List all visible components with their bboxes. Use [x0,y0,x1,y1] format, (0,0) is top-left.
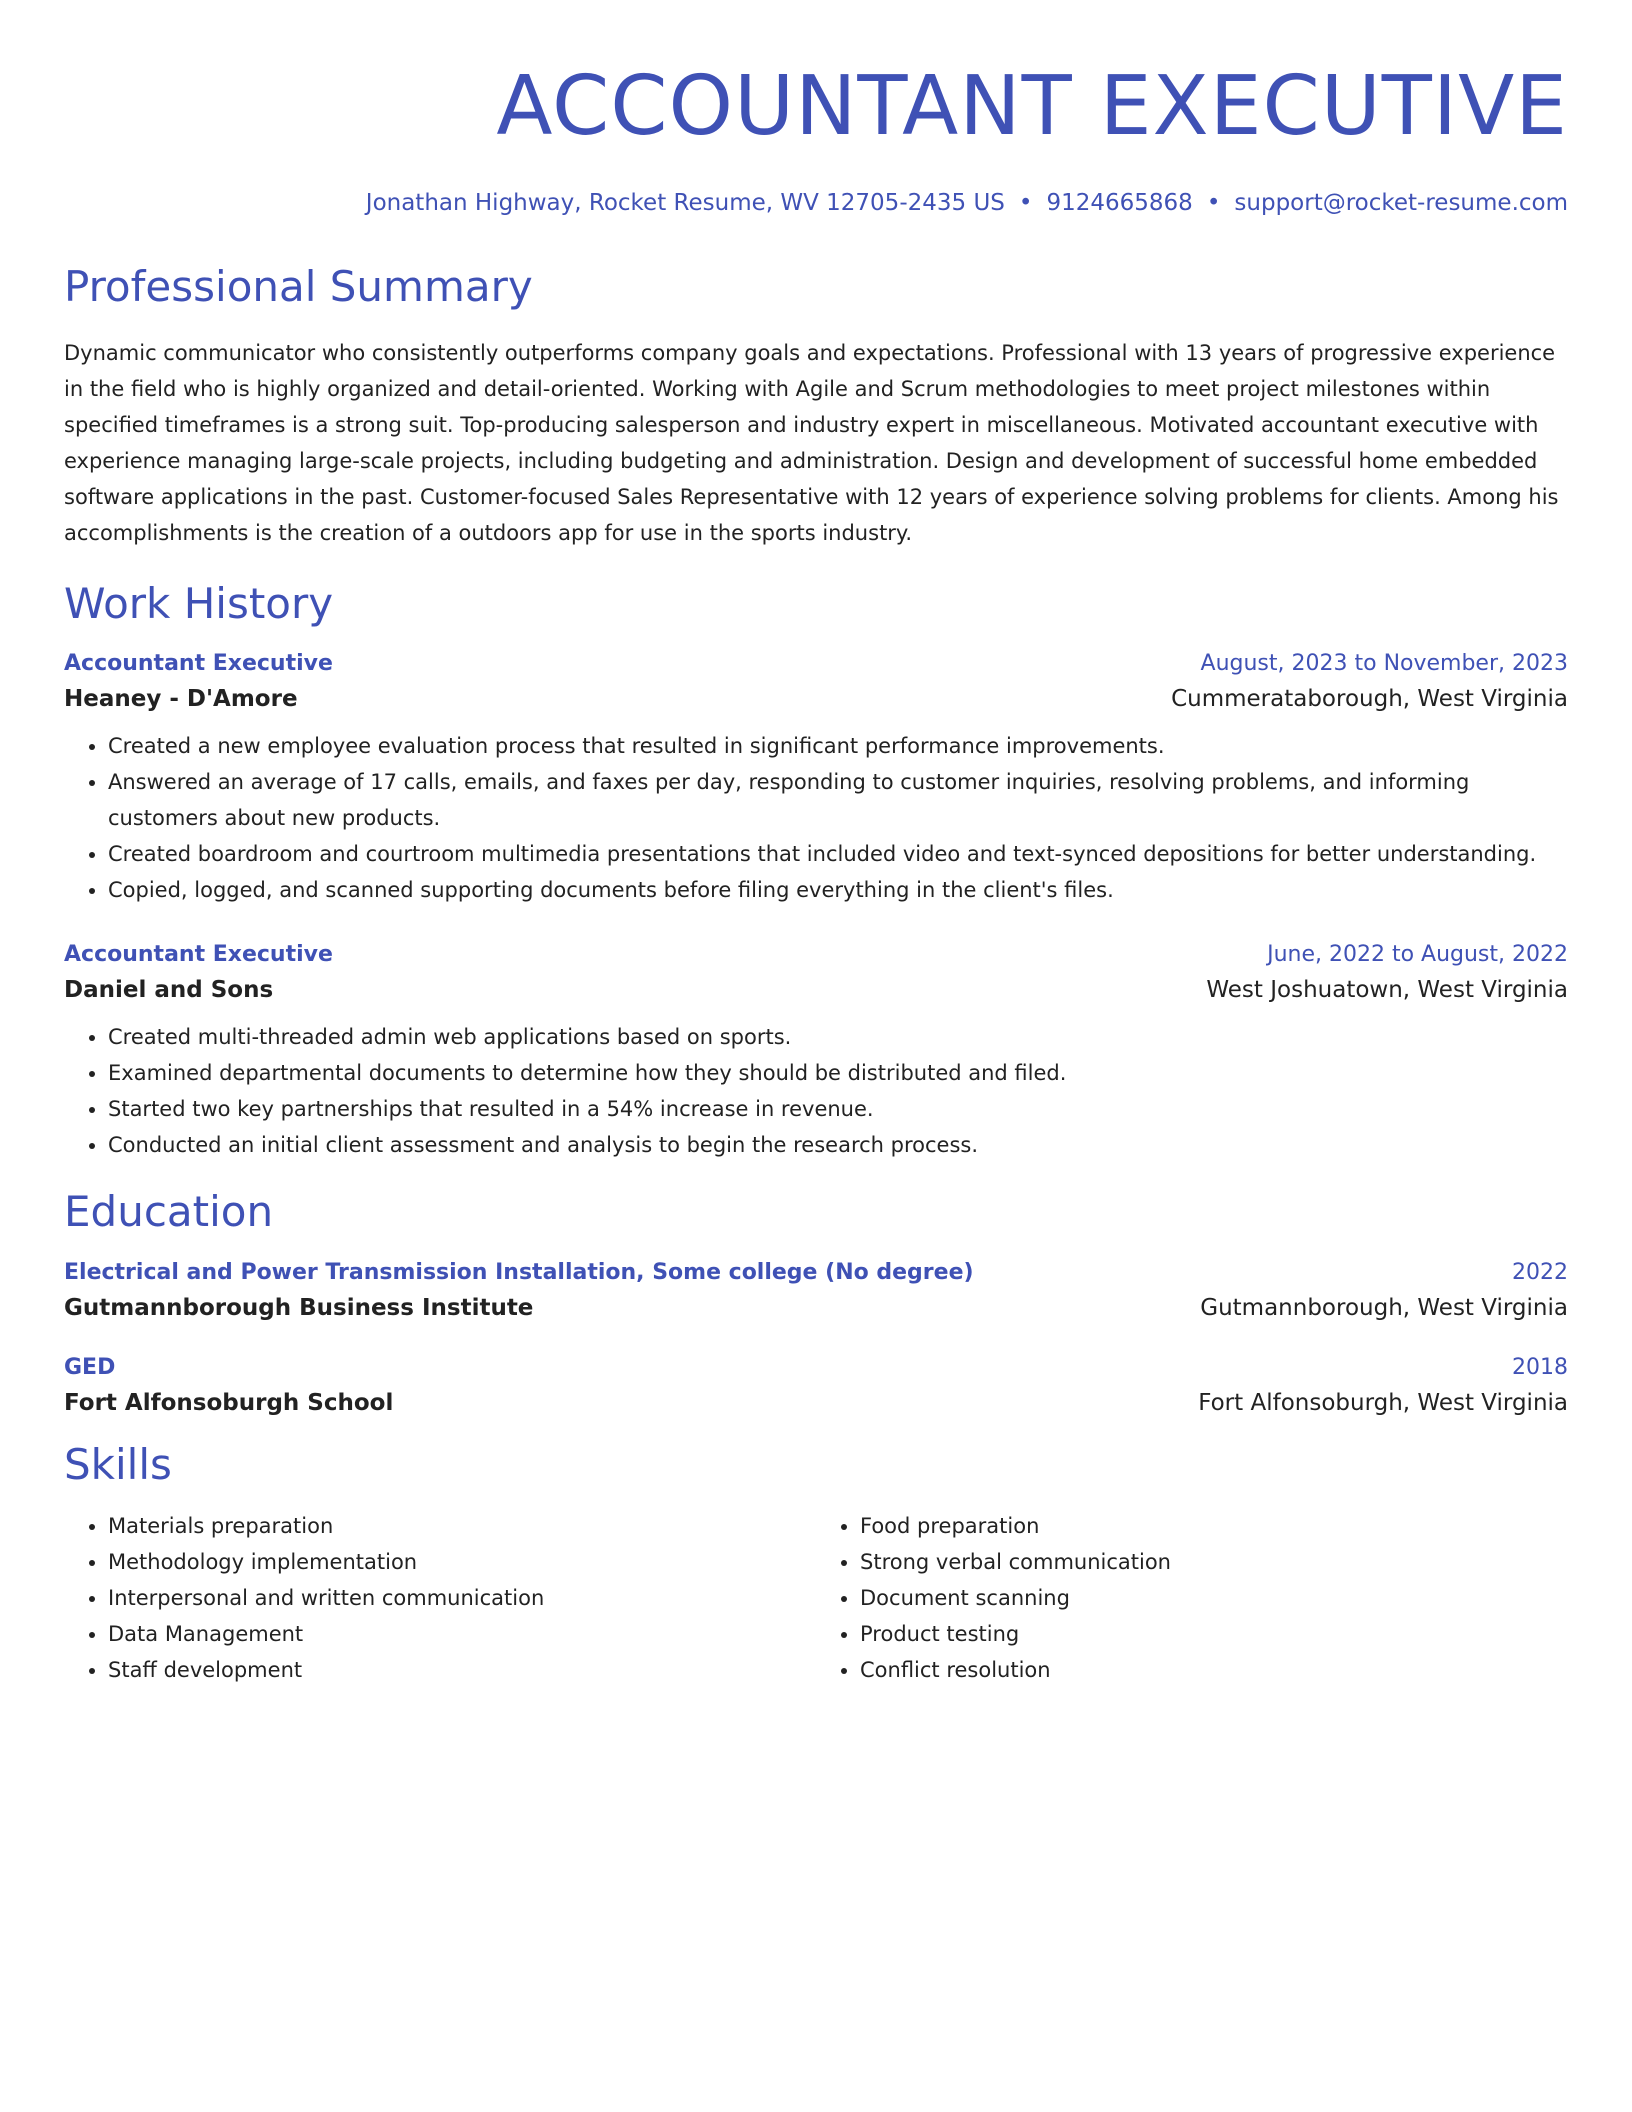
list-item: • Started two key partnerships that resulted in a 54% increase in revenue. [108,1091,1568,1127]
education-header-row [64,1260,1568,1285]
list-item: • Copied, logged, and scanned supporting documents before filing everything in the client's files. [108,872,1568,908]
skill-item: • Staff development [108,1652,816,1688]
education-year: 2022 [1512,1259,1568,1285]
section-title-education: Education [64,1187,274,1237]
skill-item: • Strong verbal communication [860,1544,1568,1580]
job-dates: August, 2023 to November, 2023 [1200,651,1568,677]
job-location: West Joshuatown, West Virginia [1206,977,1568,1004]
education-location: Gutmannborough, West Virginia [1200,1294,1568,1321]
education-school-row [64,1390,1568,1416]
skills-section [64,1440,1568,1688]
education-school: Fort Alfonsoburgh School [64,1389,394,1416]
job-entry [64,942,1568,1163]
summary-text: Dynamic communicator who consistently outperforms company goals and expectations. Professional with 13 years of progressive experience in the field who is highly organized and detail-oriented. Working with Agile and Scrum methodologies to meet project milestones within specified timeframes is a strong suit. Top-producing salesperson and industry expert in miscellaneous. Motivated accountant executive with experience managing large-scale projects, including budgeting and administration. Design and development of successful home embedded software applications in the past. Customer-focused Sales Representative with 12 years of experience solving problems for clients. Among his accomplishments is the creation of a outdoors app for use in the sports industry. [64,340,1559,545]
skills-column-left [64,1508,816,1688]
skill-item: • Product testing [860,1616,1568,1652]
page-title: ACCOUNTANT EXECUTIVE [496,59,1568,154]
job-entry [64,651,1568,908]
contact-separator: • [1206,190,1221,217]
job-location: Cummerataborough, West Virginia [1171,686,1568,713]
list-item: • Answered an average of 17 calls, emails, and faxes per day, responding to customer inquiries, resolving problems, and informing customers about new products. [108,764,1568,836]
section-title-work-history: Work History [64,578,334,628]
professional-summary-section [64,262,1568,550]
education-entry [64,1355,1568,1416]
skill-item: • Methodology implementation [108,1544,816,1580]
list-item: • Created boardroom and courtroom multimedia presentations that included video and text-synced depositions for better understanding. [108,836,1568,872]
job-header-row [64,942,1568,967]
education-school-row [64,1295,1568,1321]
skill-item: • Interpersonal and written communication [108,1580,816,1616]
job-header-row [64,651,1568,676]
skill-item: • Data Management [108,1616,816,1652]
skills-list-left [64,1508,816,1688]
contact-address: Jonathan Highway, Rocket Resume, WV 12705-2435 US [365,190,1005,217]
skills-grid [64,1508,1568,1688]
education-degree: Electrical and Power Transmission Installation, Some college (No degree) [64,1259,974,1285]
job-role: Accountant Executive [64,651,333,677]
work-history-section [64,579,1568,1163]
skills-column-right [816,1508,1568,1688]
job-role: Accountant Executive [64,942,333,968]
contact-phone: 9124665868 [1046,190,1193,217]
skill-item: • Materials preparation [108,1508,816,1544]
contact-separator: • [1018,190,1033,217]
list-item: • Examined departmental documents to determine how they should be distributed and filed. [108,1055,1568,1091]
education-degree: GED [64,1354,116,1380]
job-company-row [64,686,1568,712]
job-company-row [64,977,1568,1003]
education-school: Gutmannborough Business Institute [64,1294,534,1321]
contact-email: support@rocket-resume.com [1234,190,1568,217]
list-item: • Created multi-threaded admin web applications based on sports. [108,1019,1568,1055]
contact-line [64,190,1568,216]
resume-header [64,58,1568,216]
skill-item: • Food preparation [860,1508,1568,1544]
skill-item: • Document scanning [860,1580,1568,1616]
job-dates: June, 2022 to August, 2022 [1267,942,1568,968]
job-bullets [64,728,1568,908]
education-location: Fort Alfonsoburgh, West Virginia [1198,1389,1568,1416]
education-entry [64,1260,1568,1321]
job-company: Daniel and Sons [64,977,274,1004]
list-item: • Conducted an initial client assessment and analysis to begin the research process. [108,1127,1568,1163]
job-company: Heaney - D'Amore [64,686,298,713]
section-title-summary: Professional Summary [64,262,533,312]
education-header-row [64,1355,1568,1380]
education-section [64,1187,1568,1415]
list-item: • Created a new employee evaluation process that resulted in significant performance improvements. [108,728,1568,764]
job-bullets [64,1019,1568,1163]
skills-list-right [816,1508,1568,1688]
section-title-skills: Skills [64,1439,172,1489]
education-year: 2018 [1512,1354,1568,1380]
skill-item: • Conflict resolution [860,1652,1568,1688]
